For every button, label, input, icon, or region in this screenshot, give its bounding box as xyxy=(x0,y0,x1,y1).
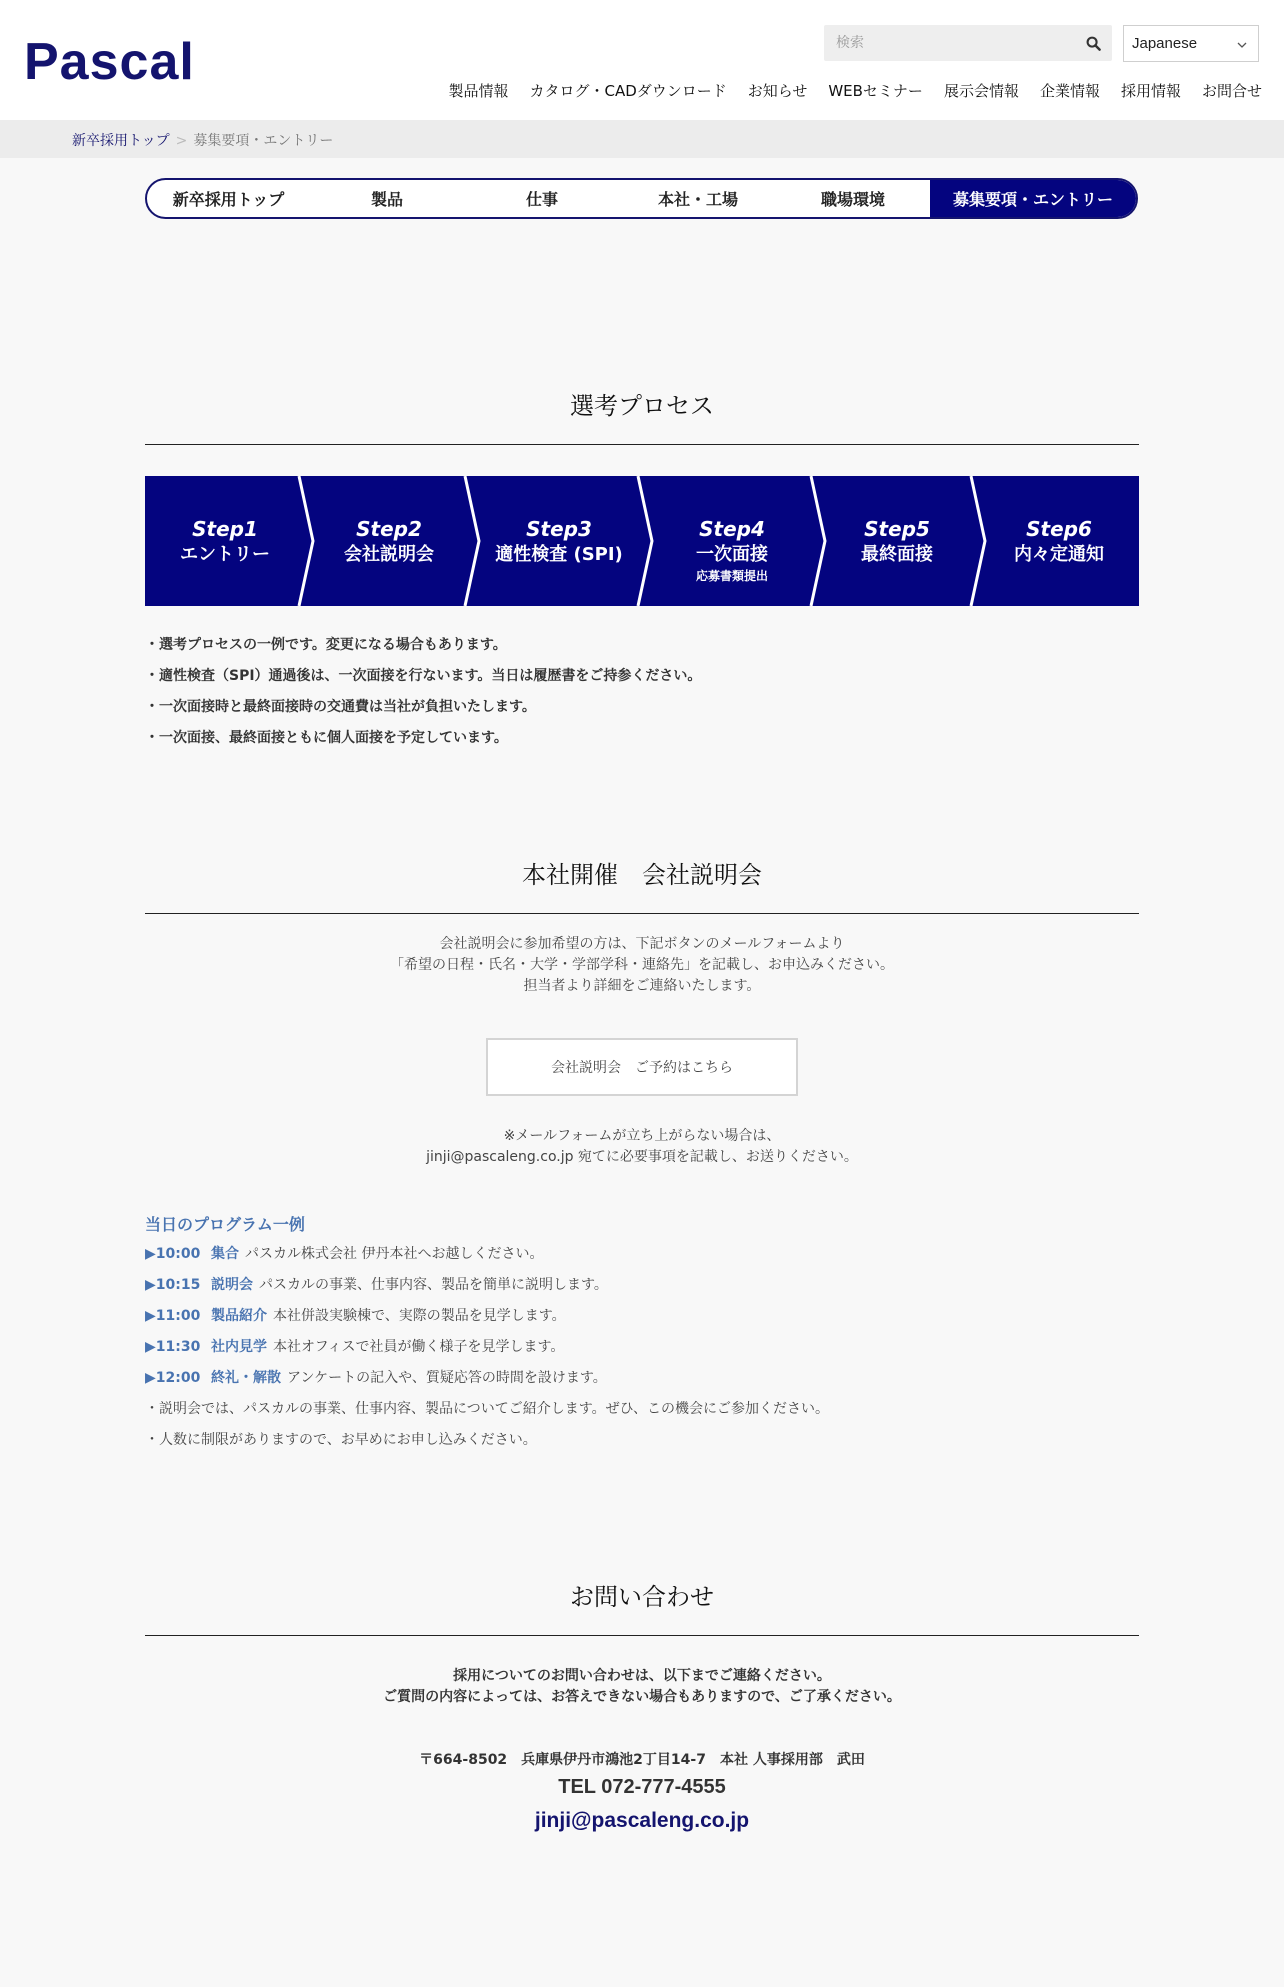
tab-work[interactable]: 仕事 xyxy=(525,190,558,209)
briefing-intro xyxy=(145,934,1139,997)
program-note: ・人数に制限がありますので、お早めにお申し込みください。 xyxy=(145,1432,537,1448)
briefing-title: 本社開催 会社説明会 xyxy=(522,861,762,889)
program-label: 集合 xyxy=(211,1246,239,1262)
selection-process-title: 選考プロセス xyxy=(570,392,714,420)
program-desc: パスカルの事業、仕事内容、製品を簡単に説明します。 xyxy=(259,1277,608,1293)
step-number: Step2 xyxy=(356,517,422,541)
contact-lead xyxy=(145,1666,1139,1708)
step-number: Step1 xyxy=(192,517,258,541)
contact-title: お問い合わせ xyxy=(570,1583,714,1611)
breadcrumb-current: 募集要項・エントリー xyxy=(193,133,334,149)
search-icon xyxy=(1086,36,1101,51)
breadcrumb-separator: > xyxy=(175,133,188,149)
step-number: Step4 xyxy=(699,517,765,541)
gnav-products[interactable]: 製品情報 xyxy=(448,82,509,100)
note-item: ・適性検査（SPI）通過後は、一次面接を行ないます。当日は履歴書をご持参ください。 xyxy=(145,668,702,684)
program-time: ▶11:00 xyxy=(145,1308,201,1324)
program-label: 製品紹介 xyxy=(211,1308,267,1324)
note-item: ・選考プロセスの一例です。変更になる場合もあります。 xyxy=(145,637,507,653)
program-item xyxy=(145,1242,829,1273)
breadcrumb-home-link[interactable]: 新卒採用トップ xyxy=(72,133,170,149)
step-number: Step3 xyxy=(526,517,592,541)
briefing-fallback xyxy=(145,1126,1139,1168)
program-desc: アンケートの記入や、質疑応答の時間を設けます。 xyxy=(287,1370,607,1386)
program-label: 社内見学 xyxy=(211,1339,267,1355)
gnav-news[interactable]: お知らせ xyxy=(747,82,808,100)
language-select[interactable] xyxy=(1123,25,1259,62)
intro-line: 会社説明会に参加希望の方は、下記ボタンのメールフォームより xyxy=(439,936,845,952)
recruit-tab-bar xyxy=(145,178,1138,219)
step-title: エントリー xyxy=(180,544,270,565)
step-title: 一次面接 xyxy=(696,544,768,565)
program-title: 当日のプログラム一例 xyxy=(145,1215,305,1234)
step-number: Step6 xyxy=(1026,517,1092,541)
program-item xyxy=(145,1273,829,1304)
note-item: ・一次面接、最終面接ともに個人面接を予定しています。 xyxy=(145,730,508,746)
program-time: ▶11:30 xyxy=(145,1339,201,1355)
breadcrumb-bar xyxy=(0,120,1284,158)
program-label: 終礼・解散 xyxy=(211,1370,281,1386)
contact-tel: TEL 072-777-4555 xyxy=(558,1776,726,1798)
program-note: ・説明会では、パスカルの事業、仕事内容、製品についてご紹介します。ぜひ、この機会にご参加ください。 xyxy=(145,1401,830,1417)
search-button[interactable] xyxy=(1074,25,1112,61)
program-item xyxy=(145,1366,829,1397)
gnav-recruit[interactable]: 採用情報 xyxy=(1120,82,1181,100)
tab-products[interactable]: 製品 xyxy=(370,190,403,209)
step-6 xyxy=(979,516,1139,567)
briefing-reserve-button[interactable]: 会社説明会 ご予約はこちら xyxy=(486,1038,798,1096)
gnav-catalog-cad[interactable]: カタログ・CADダウンロード xyxy=(529,82,727,100)
selection-steps xyxy=(145,476,1139,606)
program-time: ▶10:15 xyxy=(145,1277,201,1293)
program-desc: パスカル株式会社 伊丹本社へお越しください。 xyxy=(245,1246,544,1262)
program-item xyxy=(145,1335,829,1366)
contact-email-link[interactable]: jinji@pascaleng.co.jp xyxy=(534,1809,750,1832)
step-5 xyxy=(813,516,981,567)
contact-lead-line: ご質問の内容によっては、お答えできない場合もありますので、ご了承ください。 xyxy=(383,1689,901,1705)
program-list xyxy=(145,1242,829,1459)
contact-lead-line: 採用についてのお問い合わせは、以下までご連絡ください。 xyxy=(453,1668,831,1684)
gnav-web-seminar[interactable]: WEBセミナー xyxy=(828,82,923,100)
step-2 xyxy=(305,516,473,567)
step-title: 適性検査 (SPI) xyxy=(495,544,623,565)
program-label: 説明会 xyxy=(211,1277,253,1293)
selection-notes xyxy=(145,634,701,758)
search-input[interactable] xyxy=(824,25,1074,61)
program-desc: 本社併設実験棟で、実際の製品を見学します。 xyxy=(273,1308,566,1324)
contact-address: 〒664-8502 兵庫県伊丹市鴻池2丁目14-7 本社 人事採用部 武田 xyxy=(419,1752,865,1768)
gnav-contact[interactable]: お問合せ xyxy=(1201,82,1262,100)
step-4 xyxy=(644,516,820,585)
program-time: ▶10:00 xyxy=(145,1246,201,1262)
tab-workplace[interactable]: 職場環境 xyxy=(820,190,885,209)
tab-requirements-entry[interactable]: 募集要項・エントリー xyxy=(930,180,1136,217)
step-subtitle: 応募書類提出 xyxy=(695,569,768,583)
tab-recruit-top[interactable]: 新卒採用トップ xyxy=(172,190,285,209)
section-divider xyxy=(145,913,1139,914)
section-divider xyxy=(145,1635,1139,1636)
intro-line: 「希望の日程・氏名・大学・学部学科・連絡先」を記載し、お申込みください。 xyxy=(390,957,894,973)
note-item: ・一次面接時と最終面接時の交通費は当社が負担いたします。 xyxy=(145,699,536,715)
search-box xyxy=(824,25,1112,61)
gnav-exhibitions[interactable]: 展示会情報 xyxy=(943,82,1019,100)
step-title: 最終面接 xyxy=(861,544,933,565)
program-desc: 本社オフィスで社員が働く様子を見学します。 xyxy=(273,1339,565,1355)
program-time: ▶12:00 xyxy=(145,1370,201,1386)
fallback-line: jinji@pascaleng.co.jp 宛てに必要事項を記載し、お送りください。 xyxy=(426,1149,858,1165)
tab-head-office-factory[interactable]: 本社・工場 xyxy=(657,190,738,209)
global-nav xyxy=(448,80,1262,101)
breadcrumb xyxy=(72,130,333,150)
step-title: 内々定通知 xyxy=(1014,544,1104,565)
pascal-logo[interactable]: Pascal xyxy=(24,33,195,91)
step-1 xyxy=(145,516,305,567)
chevron-down-icon xyxy=(1236,35,1248,53)
step-number: Step5 xyxy=(864,517,930,541)
intro-line: 担当者より詳細をご連絡いたします。 xyxy=(523,978,761,994)
site-header xyxy=(0,0,1284,120)
gnav-company[interactable]: 企業情報 xyxy=(1039,82,1100,100)
step-3 xyxy=(471,516,647,567)
section-divider xyxy=(145,444,1139,445)
fallback-line: ※メールフォームが立ち上がらない場合は、 xyxy=(503,1128,781,1144)
step-title: 会社説明会 xyxy=(344,544,434,565)
language-value: Japanese xyxy=(1132,35,1198,52)
program-item xyxy=(145,1304,829,1335)
